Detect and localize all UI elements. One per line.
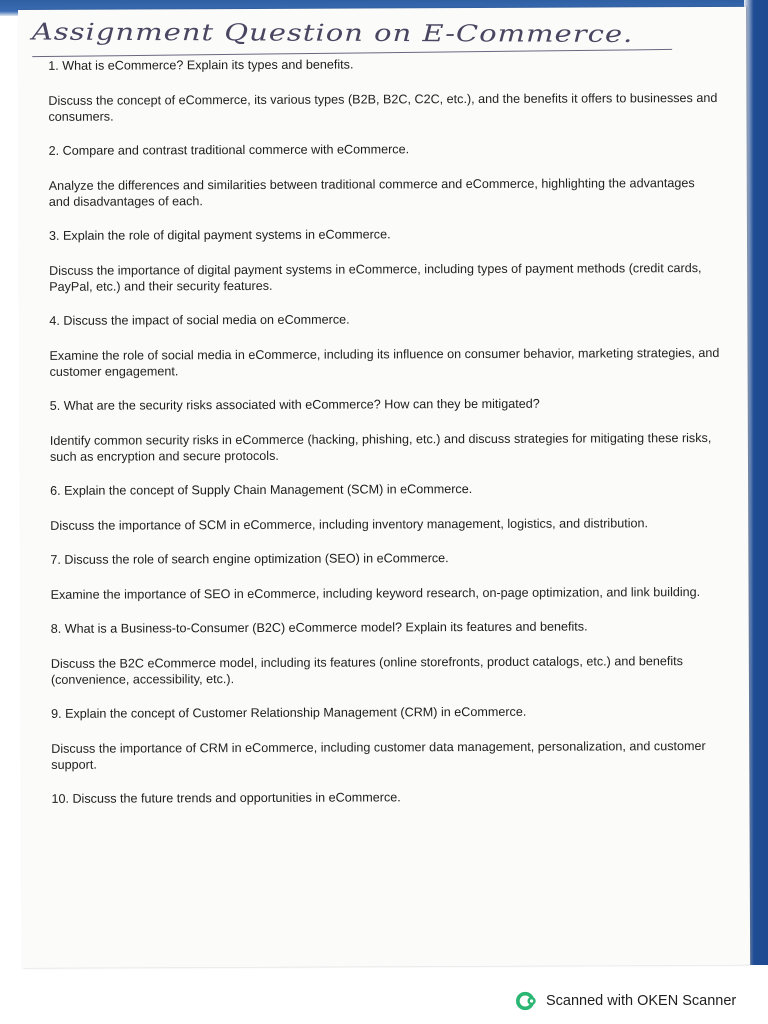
question-list — [48, 55, 721, 807]
question-description: Analyze the differences and similarities between traditional commerce and eCommerce, highlighting the advantages and disadvantages of each. — [48, 176, 695, 209]
question-description: Discuss the importance of CRM in eCommerce, including customer data management, personalization, and customer support. — [51, 739, 706, 772]
question-heading: 10. Discuss the future trends and opportunities in eCommerce. — [51, 790, 401, 806]
question-heading: 6. Explain the concept of Supply Chain Management (SCM) in eCommerce. — [50, 482, 473, 498]
question-heading: 2. Compare and contrast traditional commerce with eCommerce. — [48, 142, 410, 158]
question-heading: 5. What are the security risks associated with eCommerce? How can they be mitigated? — [49, 396, 540, 413]
question-heading: 7. Discuss the role of search engine optimization (SEO) in eCommerce. — [50, 551, 449, 567]
question-description: Discuss the concept of eCommerce, its various types (B2B, B2C, C2C, etc.), and the benefits it offers to businesses and consumers. — [48, 90, 718, 124]
scanned-page — [18, 7, 750, 968]
question-description: Identify common security risks in eCommerce (hacking, phishing, etc.) and discuss strategies for mitigating these risks, such as encryption and secure protocols. — [49, 430, 712, 464]
question-heading: 8. What is a Business-to-Consumer (B2C) eCommerce model? Explain its features and benefits. — [50, 619, 588, 636]
question-heading: 3. Explain the role of digital payment systems in eCommerce. — [48, 227, 391, 243]
handwritten-title: Assignment Question on E-Commerce. — [31, 17, 634, 48]
question-description: Discuss the B2C eCommerce model, including its features (online storefronts, product catalogs, etc.) and benefits (convenience, accessibility, etc.). — [50, 654, 683, 687]
oken-scanner-logo-icon — [516, 990, 538, 1012]
question-heading: 9. Explain the concept of Customer Relationship Management (CRM) in eCommerce. — [51, 704, 527, 721]
question-heading: 4. Discuss the impact of social media on eCommerce. — [49, 312, 350, 328]
question-description: Discuss the importance of digital payment systems in eCommerce, including types of payment methods (credit cards, PayPal, etc.) and their security features. — [49, 261, 702, 294]
watermark-text: Scanned with OKEN Scanner — [546, 993, 737, 1009]
question-heading: 1. What is eCommerce? Explain its types and benefits. — [48, 57, 354, 73]
question-description: Discuss the importance of SCM in eCommerce, including inventory management, logistics, and distribution. — [50, 516, 649, 533]
scanner-watermark — [516, 990, 736, 1012]
question-description: Examine the importance of SEO in eCommerce, including keyword research, on-page optimization, and link building. — [50, 585, 701, 602]
question-description: Examine the role of social media in eCommerce, including its influence on consumer behavior, marketing strategies, and customer engagement. — [49, 345, 720, 379]
